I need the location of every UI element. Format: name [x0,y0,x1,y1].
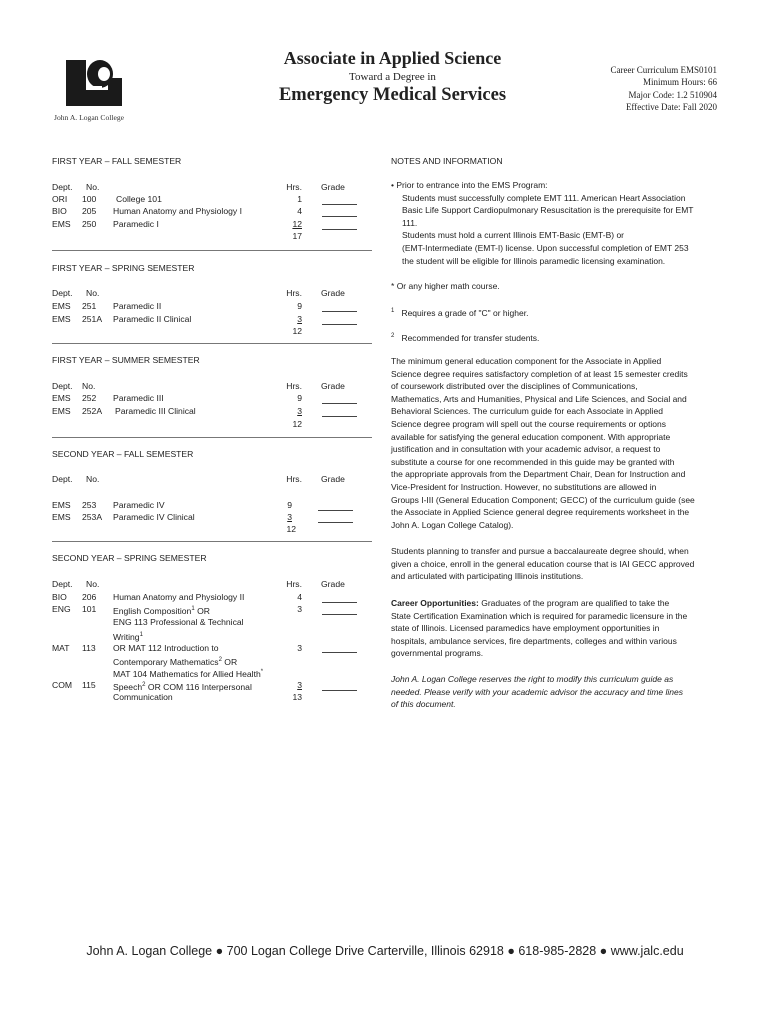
grade-blank [322,652,357,653]
course-no: 100 [82,194,97,204]
course-title: Paramedic I [113,219,159,229]
col-hrs-header: Hrs. [286,288,302,298]
col-grade-header: Grade [321,474,345,484]
col-grade-header: Grade [321,288,345,298]
course-hrs: 3 [287,512,292,522]
course-dept: COM [52,680,73,690]
semester-total-hrs: 12 [292,326,302,336]
college-logo-text: John A. Logan College [54,113,125,122]
gen-ed-paragraph: The minimum general education component for the Associate in Applied Science degree requires satisfactory completion of at least 15 semester credits of coursework distributed over the disciplines of Communications, Mathematics, Arts and Humanities, Physical and Life Sciences, and Social and Behavioral Sciences. The curriculum guide for each Associate in Applied Science degree program will spell out the course requirements or options available for satisfying the general education component. With appropriate justification and in consultation with your academic advisor, a request to substitute a course for one recommended in this guide may be granted with the appropriate approvals from the Department Chair, Dean for Instruction and Vice-President for Instruction. However, no substitutions are allowed in Groups I-III (General Education Component; GECC) of the curriculum guide (see the Associate in Applied Science general degree requirements worksheet in the John A. Logan College Catalog). [391,356,695,530]
course-title: Paramedic III Clinical [115,406,196,416]
grade-blank [318,510,353,511]
grade-blank [322,403,357,404]
course-no: 206 [82,592,97,602]
career-paragraph: Career Opportunities: Graduates of the program are qualified to take the State Certification Examination which is required for paramedic licensure in the state of Illinois. Licensed paramedics have employment opportunities in hospitals, ambulance services, fire departments, colleges and within various governmental programs. [391,598,688,659]
transfer-footnote: $^2$ Recommended for transfer students. [391,332,540,343]
col-dept-header: Dept. [52,579,73,589]
minimum-hours: Minimum Hours: 66 [642,77,717,88]
course-title-cont: Communication [113,692,173,702]
course-title-cont: Writing$^1$ [113,631,143,642]
grade-blank [322,311,357,312]
course-title-cont: ENG 113 Professional & Technical [113,617,244,627]
semester-total-hrs: 12 [286,524,296,534]
major-code: Major Code: 1.2 510904 [628,89,717,100]
section-divider [52,541,372,542]
program-title: Emergency Medical Services [278,85,507,105]
col-hrs-header: Hrs. [286,579,302,589]
course-title: English Composition$^1$ OR [113,605,210,616]
grade-blank [322,614,357,615]
semester-heading: FIRST YEAR – FALL SEMESTER [52,156,182,166]
grade-blank [322,416,357,417]
course-title: Paramedic II [113,301,162,311]
course-no: 253A [82,512,103,522]
course-dept: EMS [52,406,71,416]
col-hrs-header: Hrs. [286,474,302,484]
course-hrs: 9 [297,393,302,403]
math-footnote: * Or any higher math course. [391,281,500,291]
grade-blank [322,324,357,325]
col-no-header: No. [86,474,100,484]
course-no: 205 [82,206,97,216]
col-no-header: No. [82,381,96,391]
col-hrs-header: Hrs. [286,381,302,391]
grade-footnote: $^1$ Requires a grade of "C" or higher. [391,307,529,318]
course-dept: EMS [52,512,71,522]
course-dept: BIO [52,206,67,216]
effective-date: Effective Date: Fall 2020 [625,101,717,112]
course-title: Paramedic IV Clinical [113,512,195,522]
col-dept-header: Dept. [52,288,73,298]
semester-total-hrs: 17 [292,231,302,241]
course-no: 250 [82,219,97,229]
course-hrs: 3 [297,604,302,614]
course-no: 101 [82,604,97,614]
course-dept: EMS [52,500,71,510]
course-hrs: 1 [297,194,302,204]
col-grade-header: Grade [321,579,345,589]
section-divider [52,437,372,438]
col-hrs-header: Hrs. [286,182,302,192]
col-no-header: No. [86,288,100,298]
disclaimer-paragraph: John A. Logan College reserves the right to modify this curriculum guide as needed. Please verify with your academic advisor the accuracy and time lines of this document. [391,674,683,710]
col-no-header: No. [86,579,100,589]
page-title: Associate in Applied Science [283,48,502,68]
col-dept-header: Dept. [52,182,73,192]
course-no: 252A [82,406,103,416]
grade-blank [322,204,357,205]
col-dept-header: Dept. [52,381,73,391]
col-grade-header: Grade [321,381,345,391]
course-hrs: 3 [297,314,302,324]
section-divider [52,250,372,251]
course-hrs: 12 [292,219,302,229]
course-title-cont: MAT 104 Mathematics for Allied Health* [113,668,264,679]
course-no: 115 [82,680,96,690]
course-title: Paramedic IV [113,500,165,510]
grade-blank [322,229,357,230]
course-dept: EMS [52,301,71,311]
course-title: Speech$^2$ OR COM 116 Interpersonal [113,681,252,692]
course-dept: EMS [52,219,71,229]
course-no: 253 [82,500,97,510]
notes-heading: NOTES AND INFORMATION [391,156,503,166]
course-hrs: 4 [297,592,302,602]
course-title: Human Anatomy and Physiology I [113,206,242,216]
col-no-header: No. [86,182,100,192]
course-dept: BIO [52,592,67,602]
course-no: 252 [82,393,97,403]
page-subtitle: Toward a Degree in [349,71,436,83]
course-hrs: 4 [297,206,302,216]
college-logo [62,56,124,110]
page-footer: John A. Logan College ● 700 Logan College Drive Carterville, Illinois 62918 ● 618-985-2828 ● www.jalc.edu [86,944,684,958]
course-dept: ENG [52,604,71,614]
semester-heading: SECOND YEAR – FALL SEMESTER [52,449,194,459]
course-dept: EMS [52,314,71,324]
col-grade-header: Grade [321,182,345,192]
semester-total-hrs: 13 [292,692,302,702]
course-hrs: 9 [287,500,292,510]
course-title: Paramedic III [113,393,164,403]
course-hrs: 3 [297,406,302,416]
col-dept-header: Dept. [52,474,73,484]
curriculum-code: Career Curriculum EMS0101 [610,65,717,75]
grade-blank [322,216,357,217]
bullet-icon: • [391,180,394,190]
curriculum-meta [611,64,717,113]
grade-blank [322,602,357,603]
course-title-cont: Contemporary Mathematics$^2$ OR [113,656,238,667]
course-hrs: 9 [297,301,302,311]
section-divider [52,343,372,344]
course-dept: EMS [52,393,71,403]
semester-heading: FIRST YEAR – SPRING SEMESTER [52,263,195,273]
course-dept: MAT [52,643,70,653]
course-title: College 101 [116,194,162,204]
prerequisite-note: • Prior to entrance into the EMS Program: Students must successfully complete EMT 111. American Heart Association Basic Life Support Cardiopulmonary Resuscitation is the prerequisite for EMT 111. Students must hold a current Illinois EMT-Basic (EMT-B) or (EMT-Intermediate (EMT-I) license. Upon successful completion of EMT 253 the student will be eligible for Illinois paramedic licensing examination. [391,180,694,266]
grade-blank [322,690,357,691]
course-hrs: 3 [297,643,302,653]
course-no: 113 [82,643,96,653]
course-title: Human Anatomy and Physiology II [113,592,245,602]
grade-blank [318,522,353,523]
course-no: 251A [82,314,103,324]
course-dept: ORI [52,194,68,204]
transfer-paragraph: Students planning to transfer and pursue a baccalaureate degree should, when given a choice, enroll in the general education course that is IAI GECC approved and articulated with participating Illinois institutions. [391,546,695,582]
semester-heading: FIRST YEAR – SUMMER SEMESTER [52,355,200,365]
course-hrs: 3 [297,680,302,690]
course-title: OR MAT 112 Introduction to [113,643,219,653]
semester-heading: SECOND YEAR – SPRING SEMESTER [52,553,207,563]
semester-total-hrs: 12 [292,419,302,429]
course-no: 251 [82,301,97,311]
course-title: Paramedic II Clinical [113,314,192,324]
